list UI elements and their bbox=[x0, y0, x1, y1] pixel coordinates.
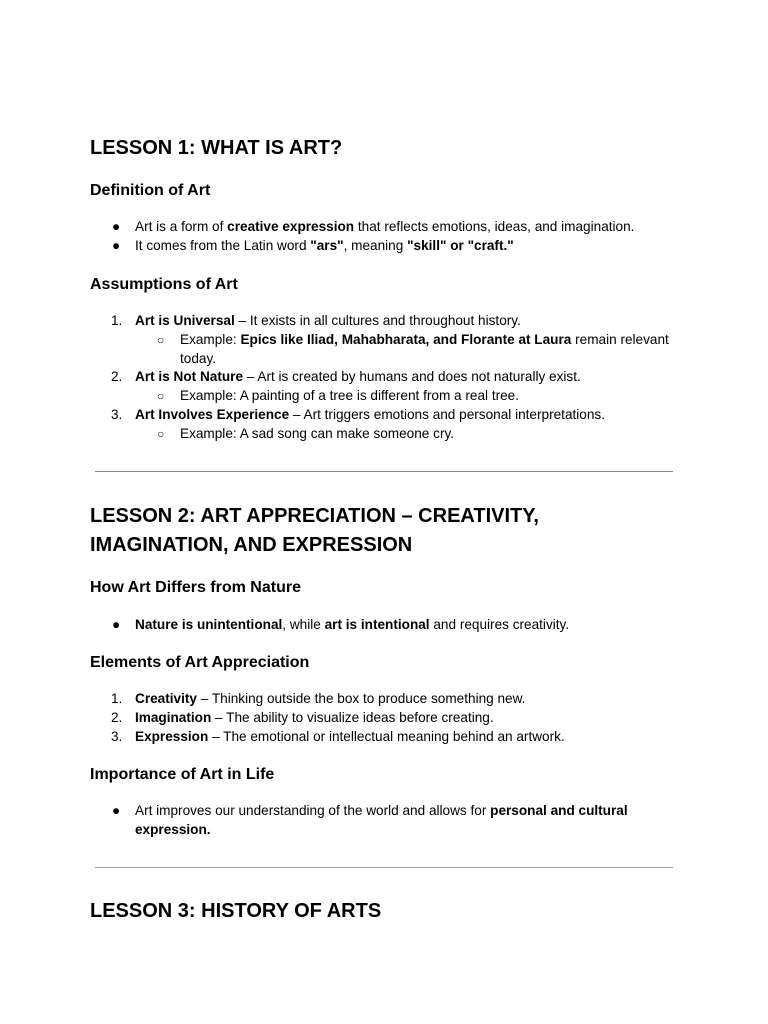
sub-list bbox=[135, 425, 690, 444]
list-item: ● Art improves our understanding of the world and allows for personal and cultural expression. bbox=[112, 803, 628, 837]
circle-bullet-icon: ○ bbox=[157, 426, 165, 441]
bullet-icon: ● bbox=[112, 803, 121, 818]
lesson-3-title: LESSON 3: HISTORY OF ARTS bbox=[90, 900, 382, 922]
sub-list bbox=[135, 331, 690, 369]
differs-heading: How Art Differs from Nature bbox=[90, 579, 301, 596]
sub-list bbox=[135, 387, 690, 406]
bullet-icon: ● bbox=[112, 237, 121, 253]
assumptions-heading: Assumptions of Art bbox=[90, 276, 238, 293]
sub-list-item: ○ Example: A sad song can make someone cry. bbox=[135, 425, 690, 444]
list-item: ● Nature is unintentional, while art is intentional and requires creativity. bbox=[90, 616, 690, 635]
section-divider bbox=[95, 471, 673, 472]
assumptions-list bbox=[90, 312, 690, 444]
importance-heading: Importance of Art in Life bbox=[90, 766, 275, 783]
list-number: 2. bbox=[111, 369, 123, 385]
sub-list-item: ○ Example: A painting of a tree is different from a real tree. bbox=[135, 387, 690, 406]
section-divider bbox=[95, 867, 673, 868]
list-item: ● Art is a form of creative expression that reflects emotions, ideas, and imagination. bbox=[90, 218, 690, 237]
list-item: 3. Expression – The emotional or intellectual meaning behind an artwork. bbox=[90, 728, 690, 747]
circle-bullet-icon: ○ bbox=[157, 389, 165, 404]
list-number: 1. bbox=[111, 313, 123, 328]
lesson-1-title: LESSON 1: WHAT IS ART? bbox=[90, 137, 343, 159]
importance-list bbox=[90, 802, 650, 840]
list-number: 2. bbox=[111, 709, 123, 725]
list-number: 1. bbox=[111, 691, 123, 706]
list-item: 3. Art Involves Experience – Art triggers emotions and personal interpretations. ○ Example: A sad song can make someone cry. bbox=[90, 406, 690, 444]
sub-list-item: ○ Example: Epics like Iliad, Mahabharata, and Florante at Laura remain relevant today. bbox=[157, 331, 669, 366]
differs-list bbox=[90, 616, 690, 635]
list-item: 1. Art is Universal – It exists in all cultures and throughout history. ○ Example: Epics like Iliad, Mahabharata, and Florante at Laura remain relevant today. bbox=[90, 312, 690, 368]
bullet-icon: ● bbox=[112, 219, 121, 234]
list-item: 1. Creativity – Thinking outside the box to produce something new. bbox=[90, 690, 690, 709]
list-number: 3. bbox=[111, 406, 123, 422]
list-number: 3. bbox=[111, 728, 123, 744]
definition-heading: Definition of Art bbox=[90, 182, 211, 199]
elements-list bbox=[90, 690, 690, 746]
lesson-2-title: LESSON 2: ART APPRECIATION – CREATIVITY, IMAGINATION, AND EXPRESSION bbox=[90, 505, 539, 556]
list-item: 2. Imagination – The ability to visualize ideas before creating. bbox=[90, 709, 690, 728]
list-item: 2. Art is Not Nature – Art is created by humans and does not naturally exist. ○ Example: A painting of a tree is different from a real tree. bbox=[90, 368, 690, 406]
circle-bullet-icon: ○ bbox=[157, 332, 165, 347]
elements-heading: Elements of Art Appreciation bbox=[90, 654, 310, 671]
list-item: ● It comes from the Latin word "ars", meaning "skill" or "craft." bbox=[90, 237, 690, 256]
definition-list bbox=[90, 218, 690, 256]
bullet-icon: ● bbox=[112, 617, 121, 632]
